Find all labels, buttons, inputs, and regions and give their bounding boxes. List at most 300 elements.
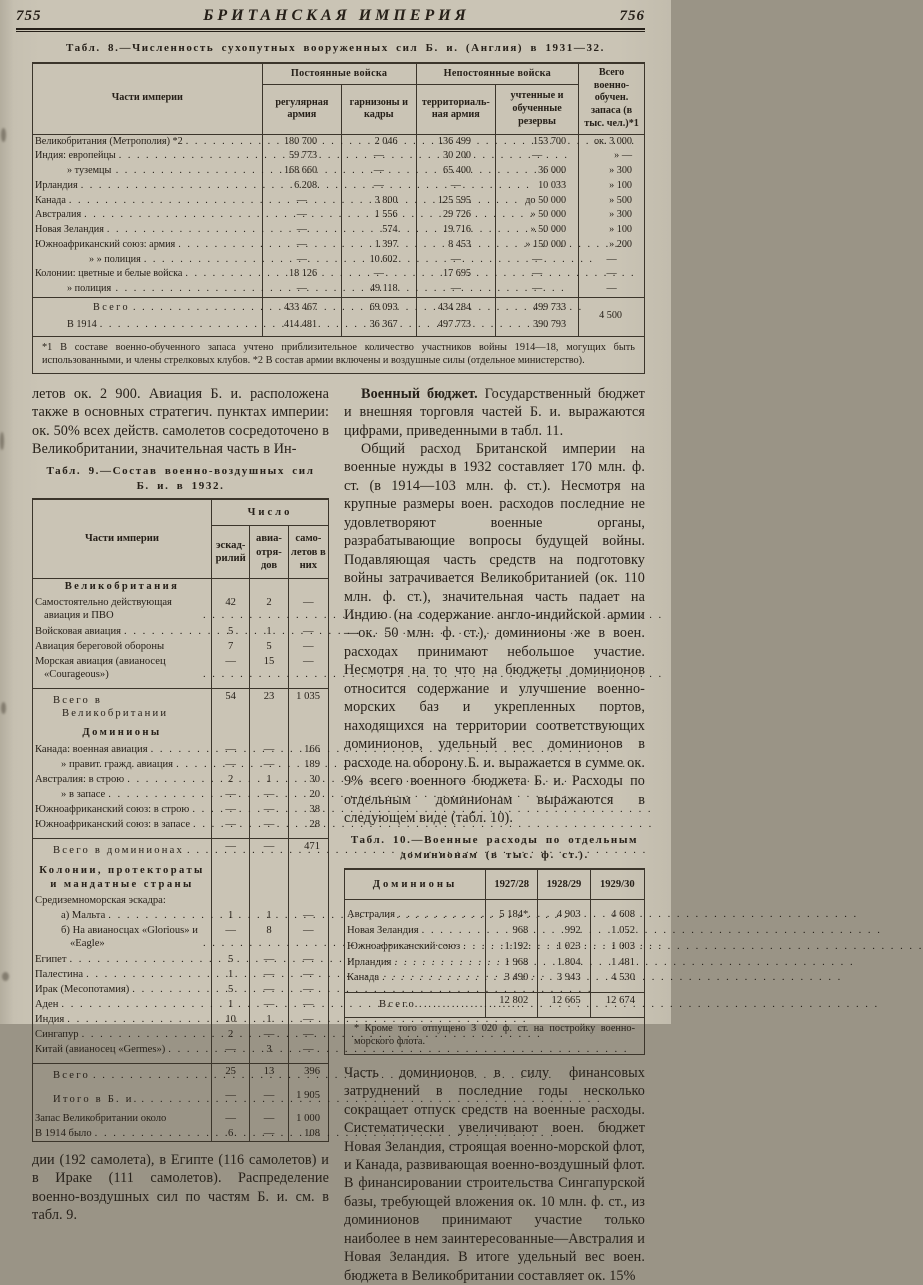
value-cell: — xyxy=(288,997,328,1012)
value-cell: 30 200 xyxy=(416,149,495,164)
value-cell: — xyxy=(211,787,249,802)
row-label: Всего в Великобритании xyxy=(33,688,211,725)
dot-leader xyxy=(100,319,260,332)
empty-cell xyxy=(288,725,328,741)
table8-body xyxy=(33,134,644,297)
dot-leader xyxy=(67,1013,209,1026)
value-cell: 29 726 xyxy=(416,208,495,223)
value-cell: 168 660 xyxy=(262,164,341,179)
section-row xyxy=(33,579,328,596)
value-cell: 414 481 xyxy=(262,319,341,336)
row-label: Самостоятельно действующая авиация и ПВО . . . xyxy=(33,595,211,623)
col-group-permanent-troops: Постоянные войска xyxy=(262,64,416,85)
value-cell: — xyxy=(496,282,579,297)
table10-box xyxy=(344,868,645,1055)
value-cell: 4 903 xyxy=(538,900,590,923)
value-cell: 6 xyxy=(211,1126,249,1141)
value-cell: » 50 000 xyxy=(496,208,579,223)
value-cell: » 200 xyxy=(579,238,644,253)
row-label: Сингапур . . . xyxy=(33,1027,211,1042)
value-cell: 5 184* xyxy=(486,900,538,923)
row-label: » правит. гражд. авиация . . . xyxy=(33,757,211,772)
value-cell: 1 052 xyxy=(590,923,644,939)
row-label: Южноафриканский союз: в запасе . . . xyxy=(33,817,211,838)
row-label: В 1914 . . . xyxy=(33,319,262,336)
value-cell: 10 033 xyxy=(496,179,579,194)
value-cell: 968 xyxy=(486,923,538,939)
col-header-total-trained: Всего военно-обучен. запаса (в тыс. чел.)*1 xyxy=(579,64,644,134)
dot-leader xyxy=(116,165,260,178)
table-row xyxy=(33,802,328,817)
table-row xyxy=(33,1088,328,1111)
value-cell xyxy=(250,893,288,908)
table8-box xyxy=(32,62,645,374)
value-cell: » 100 xyxy=(579,179,644,194)
table-row xyxy=(33,238,644,253)
dot-leader xyxy=(124,625,209,638)
dot-leader xyxy=(141,1093,209,1106)
dot-leader xyxy=(419,998,483,1012)
dot-leader xyxy=(127,773,209,786)
value-cell: 1 905 xyxy=(288,1088,328,1111)
row-label: Австралия . . . xyxy=(345,900,485,923)
table-row xyxy=(33,1027,328,1042)
value-cell: 5 xyxy=(250,639,288,654)
table8-header xyxy=(33,64,644,134)
col-header-parts: Части империи xyxy=(33,500,211,578)
value-cell: — xyxy=(288,639,328,654)
value-cell: 153 700 xyxy=(496,134,579,149)
value-cell: 434 284 xyxy=(416,297,495,319)
value-cell: — xyxy=(496,267,579,282)
table10-body xyxy=(345,900,644,1017)
table-row xyxy=(33,267,644,282)
dot-leader xyxy=(70,953,209,966)
value-cell: 59 773 xyxy=(262,149,341,164)
row-label: » » полиция . . . xyxy=(33,253,262,268)
value-cell: 1 xyxy=(250,1012,288,1027)
right-page-number: 756 xyxy=(619,8,645,24)
value-cell: — xyxy=(288,1012,328,1027)
table-row xyxy=(33,952,328,967)
dot-leader xyxy=(185,268,259,281)
body-paragraph: Часть доминионов в силу финансовых затруднений в последние годы несколько сокращает отпуск средств на военные расходы. Систематически увеличивают воен. бюджет Новая Зеландия, строящая военно-морской флот, и Канада, развивающая военно-воздушный флот. В финансировании строительства Сингапурской базы, требующей вложения ок. 10 млн. ф. ст., из доминионов принимают участие только наиболее в нем заинтересованные—Австралия и Новая Зеландия. В итоге удельный вес воен. бюджета в Великобритании составляет ок. 15% xyxy=(344,1064,645,1284)
value-cell: 3 943 xyxy=(538,970,590,992)
table-row xyxy=(33,1042,328,1063)
scan-smudge xyxy=(1,128,6,142)
dot-leader xyxy=(192,803,209,816)
value-cell: — xyxy=(250,787,288,802)
value-cell: 1 xyxy=(211,997,249,1012)
value-cell: 433 467 xyxy=(262,297,341,319)
value-cell: — xyxy=(579,253,644,268)
value-cell: 1 xyxy=(250,772,288,787)
col-group-number: Число xyxy=(211,500,328,526)
dot-leader xyxy=(69,195,260,208)
value-cell: 1 481 xyxy=(590,955,644,971)
value-cell: — xyxy=(288,624,328,639)
table-row xyxy=(345,992,644,1017)
value-cell: — xyxy=(250,952,288,967)
value-cell: — xyxy=(211,757,249,772)
value-cell: — xyxy=(250,817,288,838)
value-cell: — xyxy=(250,1126,288,1141)
dot-leader xyxy=(108,909,209,922)
empty-cell xyxy=(288,863,328,894)
value-cell: 18 126 xyxy=(262,267,341,282)
value-cell: 1 804 xyxy=(538,955,590,971)
value-cell: 38 xyxy=(288,802,328,817)
table9-body xyxy=(33,579,328,1141)
dot-leader xyxy=(463,940,483,954)
value-cell: 12 674 xyxy=(590,992,644,1017)
value-cell: — xyxy=(416,282,495,297)
value-cell: 992 xyxy=(538,923,590,939)
value-cell: 1 000 xyxy=(288,1111,328,1126)
empty-cell xyxy=(250,863,288,894)
table-row xyxy=(33,838,328,862)
row-label: Египет . . . xyxy=(33,952,211,967)
value-cell: 136 499 xyxy=(416,134,495,149)
table-row xyxy=(33,923,328,951)
value-cell: 125 595 xyxy=(416,194,495,209)
dot-leader xyxy=(144,254,260,267)
dot-leader xyxy=(61,998,209,1011)
scan-smudge xyxy=(2,972,9,981)
value-cell: 1 xyxy=(211,908,249,923)
dot-leader xyxy=(398,908,483,922)
value-cell: 6 208 xyxy=(262,179,341,194)
value-cell: — xyxy=(250,982,288,997)
value-cell: 54 xyxy=(211,688,249,725)
table8 xyxy=(33,64,644,336)
value-cell: 19 716 xyxy=(416,223,495,238)
table10-title: Табл. 10.—Военные расходы по отдельным доминионам (в тыс. ф. ст.). xyxy=(350,834,639,862)
value-cell: — xyxy=(211,923,249,951)
left-column xyxy=(32,385,329,1285)
row-label: Индия: европейцы . . . xyxy=(33,149,262,164)
col-header-territorial-army: территориаль-ная армия xyxy=(416,85,495,134)
row-label: » туземцы . . . xyxy=(33,164,262,179)
section-row xyxy=(33,863,328,894)
table-row-total xyxy=(33,297,644,319)
value-cell: — xyxy=(496,253,579,268)
section-label: Великобритания xyxy=(64,581,180,593)
paragraph-text: Государственный бюджет и внешняя торговля частей Б. и. выражаются цифрами, приведенными в табл. 11. xyxy=(344,385,645,439)
value-cell: 1 xyxy=(211,967,249,982)
row-label: » полиция . . . xyxy=(33,282,262,297)
section-label: Доминионы xyxy=(82,727,162,739)
table-row xyxy=(33,223,644,238)
value-cell: 499 733 xyxy=(496,297,579,319)
row-label: Канада: военная авиация . . . xyxy=(33,742,211,757)
dot-leader xyxy=(176,758,209,771)
table-row xyxy=(33,654,328,688)
value-cell: 4 530 xyxy=(590,970,644,992)
value-cell: 12 802 xyxy=(486,992,538,1017)
value-cell: 1 003 xyxy=(590,939,644,955)
value-cell: 1 xyxy=(250,908,288,923)
value-cell: 10 602 xyxy=(342,253,417,268)
row-label: Австралия . . . xyxy=(33,208,262,223)
table-row xyxy=(33,893,328,908)
value-cell: 13 xyxy=(250,1063,288,1087)
row-label: Ирландия . . . xyxy=(345,955,485,971)
value-cell: — xyxy=(250,838,288,862)
value-cell: — xyxy=(250,1111,288,1126)
two-column-text xyxy=(0,374,671,1285)
dot-leader xyxy=(93,1069,209,1082)
table-row xyxy=(345,939,644,955)
value-cell: 23 xyxy=(250,688,288,725)
value-cell: 7 xyxy=(211,639,249,654)
value-cell: 497 773 xyxy=(416,319,495,336)
row-label: Ирак (Месопотамия) . . . xyxy=(33,982,211,997)
value-cell: ок. 3 000 xyxy=(579,134,644,149)
table8-container xyxy=(32,62,645,374)
value-cell: до 50 000 xyxy=(496,194,579,209)
value-cell: 1 035 xyxy=(288,688,328,725)
value-cell: 36 367 xyxy=(342,319,417,336)
value-cell: 108 xyxy=(288,1126,328,1141)
value-cell: 36 000 xyxy=(496,164,579,179)
col-header-air-detachments: авиа-отря-дов xyxy=(250,526,288,579)
row-label: Ирландия . . . xyxy=(33,179,262,194)
value-cell xyxy=(211,893,249,908)
value-cell: 4 500 xyxy=(579,297,644,336)
dot-leader xyxy=(119,150,260,163)
value-cell: 15 xyxy=(250,654,288,688)
value-cell: — xyxy=(250,967,288,982)
row-label: Всего . . . xyxy=(345,992,485,1017)
dot-leader xyxy=(151,743,209,756)
value-cell: — xyxy=(288,923,328,951)
value-cell: — xyxy=(579,282,644,297)
row-label: Новая Зеландия . . . xyxy=(345,923,485,939)
value-cell: — xyxy=(288,952,328,967)
running-title: БРИТАНСКАЯ ИМПЕРИЯ xyxy=(203,7,470,24)
empty-cell xyxy=(211,579,249,596)
value-cell: 396 xyxy=(288,1063,328,1087)
page-header xyxy=(0,0,671,25)
table-row xyxy=(33,149,644,164)
row-label: Южноафриканский союз . . . xyxy=(345,939,485,955)
table-row xyxy=(33,772,328,787)
row-label: Средиземноморская эскадра: xyxy=(35,895,166,907)
table-row xyxy=(33,1111,328,1126)
paragraph-lead: Военный бюджет. xyxy=(361,385,478,402)
dot-leader xyxy=(86,968,209,981)
value-cell: 49 118 xyxy=(342,282,417,297)
dot-leader xyxy=(116,283,260,296)
table8-title: Табл. 8.—Численность сухопутных вооруженных сил Б. и. (Англия) в 1931—32. xyxy=(66,42,605,54)
value-cell: 471 xyxy=(288,838,328,862)
value-cell: 3 490 xyxy=(486,970,538,992)
table10-footnote: * Кроме того отпущено 3 020 ф. ст. на постройку военно-морского флота. xyxy=(345,1017,644,1054)
row-label: Канада . . . xyxy=(33,194,262,209)
empty-cell xyxy=(211,863,249,894)
dot-leader xyxy=(382,971,483,985)
table-row xyxy=(33,624,328,639)
value-cell: — xyxy=(250,1027,288,1042)
header-rule xyxy=(16,28,645,32)
dot-leader xyxy=(394,956,483,970)
value-cell: 5 xyxy=(211,624,249,639)
col-group-nonpermanent-troops: Непостоянные войска xyxy=(416,64,579,85)
value-cell: — xyxy=(288,654,328,688)
dot-leader xyxy=(422,924,483,938)
row-label: Аден . . . xyxy=(33,997,211,1012)
table9-header xyxy=(33,500,328,578)
value-cell xyxy=(288,893,328,908)
value-cell: 12 665 xyxy=(538,992,590,1017)
value-cell: — xyxy=(211,654,249,688)
value-cell: » 300 xyxy=(579,208,644,223)
table-row xyxy=(33,595,328,623)
empty-cell xyxy=(250,579,288,596)
value-cell: » 50 000 xyxy=(496,223,579,238)
dot-leader xyxy=(132,983,209,996)
table-row xyxy=(345,923,644,939)
col-header-parts: Части империи xyxy=(33,64,262,134)
value-cell: — xyxy=(579,267,644,282)
value-cell: » 150 000 xyxy=(496,238,579,253)
col-header-1928-29: 1928/29 xyxy=(538,870,590,900)
row-label: Китай (авианосец «Germes») . . . xyxy=(33,1042,211,1063)
table9 xyxy=(33,500,328,1141)
table10 xyxy=(345,870,644,1017)
value-cell: — xyxy=(211,1088,249,1111)
table-row xyxy=(33,282,644,297)
dot-leader xyxy=(108,788,209,801)
value-cell: — xyxy=(250,997,288,1012)
dot-leader xyxy=(133,302,260,315)
value-cell: 25 xyxy=(211,1063,249,1087)
dot-leader xyxy=(187,844,209,857)
value-cell: — xyxy=(288,1027,328,1042)
row-label: Австралия: в строю . . . xyxy=(33,772,211,787)
row-label: Авиация береговой обороны xyxy=(35,640,165,652)
table-row xyxy=(33,194,644,209)
value-cell: 2 xyxy=(250,595,288,623)
value-cell: 42 xyxy=(211,595,249,623)
table-row xyxy=(33,179,644,194)
table-row xyxy=(33,1126,328,1141)
value-cell: — xyxy=(288,595,328,623)
value-cell: — xyxy=(250,742,288,757)
value-cell: — xyxy=(288,967,328,982)
value-cell: » 300 xyxy=(579,164,644,179)
dot-leader xyxy=(107,224,260,237)
value-cell: — xyxy=(342,149,417,164)
value-cell: 2 xyxy=(211,1027,249,1042)
value-cell: 1 397 xyxy=(342,238,417,253)
value-cell: — xyxy=(211,802,249,817)
table-row xyxy=(33,742,328,757)
body-paragraph: летов ок. 2 900. Авиация Б. и. расположена также в основных стратегич. пунктах империи: ок. 50% всех действ. самолетов сосредоточено в Великобритании, значительная часть в Ин- xyxy=(32,385,329,457)
value-cell: — xyxy=(250,757,288,772)
row-label: Великобритания (Метрополия) *2 . . . xyxy=(33,135,262,150)
value-cell: 17 695 xyxy=(416,267,495,282)
value-cell: — xyxy=(211,1111,249,1126)
value-cell: 8 453 xyxy=(416,238,495,253)
value-cell: — xyxy=(262,282,341,297)
value-cell: 30 xyxy=(288,772,328,787)
value-cell: 20 xyxy=(288,787,328,802)
value-cell: 1 968 xyxy=(486,955,538,971)
empty-cell xyxy=(288,579,328,596)
row-label: Итого в Б. и. . . . xyxy=(33,1088,211,1111)
table-row xyxy=(345,970,644,992)
section-label: Колонии, протектораты и мандатные страны xyxy=(39,864,205,890)
value-cell: — xyxy=(211,817,249,838)
body-paragraph: дии (192 самолета), в Египте (116 самолетов) и в Ираке (111 самолетов). Распределение военно-воздушных сил по частям Б. и. см. в табл. 9. xyxy=(32,1151,329,1224)
value-cell: 4 608 xyxy=(590,900,644,923)
dot-leader xyxy=(168,1043,209,1056)
value-cell: — xyxy=(496,149,579,164)
value-cell: — xyxy=(288,982,328,997)
value-cell: 5 xyxy=(211,982,249,997)
value-cell: 1 023 xyxy=(538,939,590,955)
row-label: Новая Зеландия . . . xyxy=(33,223,262,238)
value-cell: — xyxy=(288,1042,328,1063)
right-column xyxy=(344,385,645,1285)
value-cell: — xyxy=(262,194,341,209)
col-header-reserves: учтенные и обученные резервы xyxy=(496,85,579,134)
empty-cell xyxy=(250,725,288,741)
row-label: Всего в доминионах . . . xyxy=(33,838,211,862)
value-cell: — xyxy=(262,253,341,268)
table9-title: Табл. 9.—Состав военно-воздушных сил Б. и. в 1932. xyxy=(46,465,315,493)
table-row xyxy=(33,134,644,149)
col-header-regular-army: регулярная армия xyxy=(262,85,341,134)
row-label: В 1914 было . . . xyxy=(33,1126,211,1141)
section-row xyxy=(33,725,328,741)
value-cell: — xyxy=(342,179,417,194)
row-label: Всего . . . xyxy=(33,297,262,319)
table-row xyxy=(33,1063,328,1087)
col-header-squadrons: эскад-рилий xyxy=(211,526,249,579)
value-cell: — xyxy=(342,267,417,282)
value-cell: — xyxy=(211,742,249,757)
value-cell: 189 xyxy=(288,757,328,772)
value-cell: — xyxy=(211,1042,249,1063)
dot-leader xyxy=(82,1028,209,1041)
value-cell: — xyxy=(288,908,328,923)
row-label: » в запасе . . . xyxy=(33,787,211,802)
row-label: Палестина . . . xyxy=(33,967,211,982)
table-row xyxy=(33,208,644,223)
table-row xyxy=(33,688,328,725)
value-cell: 10 xyxy=(211,1012,249,1027)
row-label: а) Мальта . . . xyxy=(33,908,211,923)
dot-leader xyxy=(186,136,260,149)
value-cell: — xyxy=(211,838,249,862)
value-cell: 1 192 xyxy=(486,939,538,955)
table-row xyxy=(33,997,328,1012)
dot-leader xyxy=(178,239,259,252)
scan-smudge xyxy=(1,702,6,714)
value-cell: 1 556 xyxy=(342,208,417,223)
table-row xyxy=(345,955,644,971)
dot-leader xyxy=(203,937,209,950)
table10-header xyxy=(345,870,644,900)
col-header-dominions: Доминионы xyxy=(345,870,486,900)
col-header-1927-28: 1927/28 xyxy=(486,870,538,900)
row-label: Колонии: цветные и белые войска . . . xyxy=(33,267,262,282)
row-label: Всего . . . xyxy=(33,1063,211,1087)
value-cell: 2 xyxy=(211,772,249,787)
